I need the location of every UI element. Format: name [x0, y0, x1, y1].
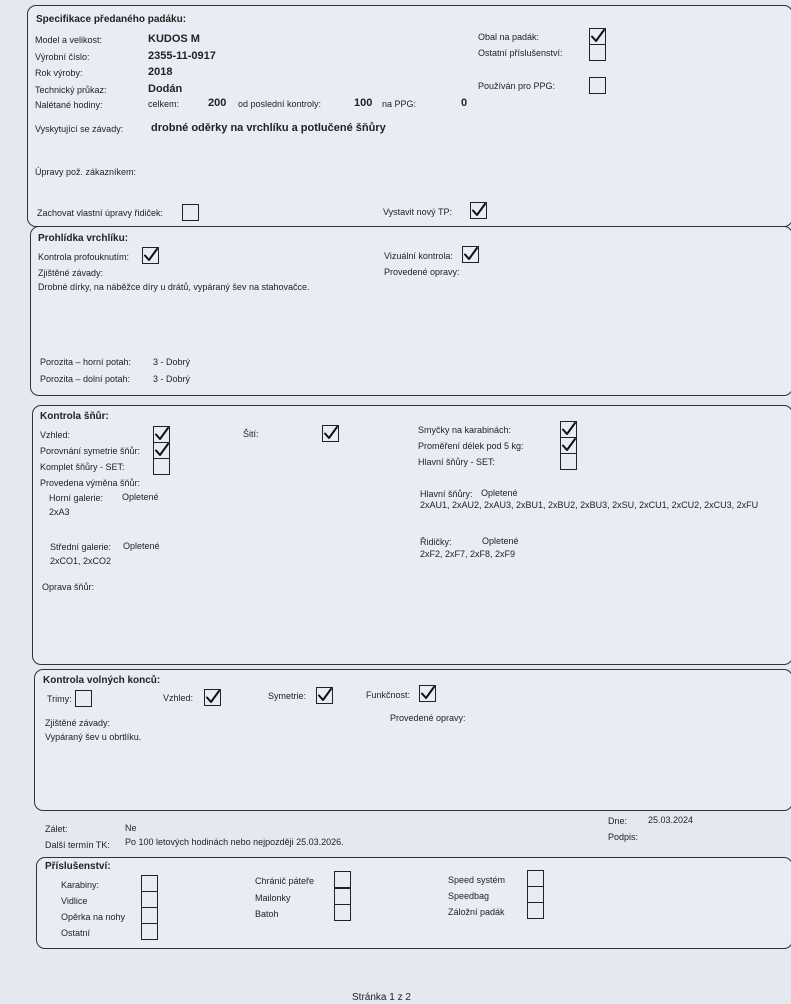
lines-look-checkbox[interactable] — [153, 426, 170, 443]
since-check-label: od poslední kontroly: — [238, 99, 322, 109]
lines-set-checkbox[interactable] — [153, 458, 170, 475]
date-value: 25.03.2024 — [648, 815, 694, 825]
risers-section — [34, 669, 791, 811]
speedbag-checkbox[interactable] — [527, 886, 544, 903]
risers-repairs-label: Provedené opravy: — [390, 713, 466, 723]
punch-test-checkbox[interactable] — [142, 247, 159, 264]
lines-repair-label: Oprava šňůr: — [42, 582, 95, 592]
check-icon — [154, 443, 169, 458]
brake-lines-label: Řidičky: — [420, 537, 452, 547]
warranty-value: Ne — [125, 823, 137, 833]
forks-checkbox[interactable] — [141, 891, 158, 908]
porosity-upper-label: Porozita – horní potah: — [40, 357, 132, 367]
brake-lines-type: Opletené — [482, 536, 519, 546]
canopy-found-value: Drobné dírky, na náběžce díry u drátů, vypáraný šev na stahovačce. — [38, 282, 310, 292]
risers-sym-checkbox[interactable] — [316, 687, 333, 704]
check-icon — [561, 422, 576, 437]
measure-label: Proměření délek pod 5 kg: — [418, 441, 524, 451]
mid-gallery-label: Střední galerie: — [50, 542, 112, 552]
ppg-use-checkbox[interactable] — [589, 77, 606, 94]
new-tp-label: Vystavit nový TP: — [383, 207, 453, 217]
next-check-label: Další termín TK: — [45, 840, 110, 850]
serial-value: 2355-11-0917 — [148, 50, 216, 62]
accessories-title: Příslušenství: — [45, 861, 111, 872]
brake-lines-value: 2xF2, 2xF7, 2xF8, 2xF9 — [420, 549, 516, 559]
back-protector-label: Chránič páteře — [255, 876, 315, 886]
model-label: Model a velikost: — [35, 35, 103, 45]
footrest-checkbox[interactable] — [141, 907, 158, 924]
risers-look-label: Vzhled: — [163, 693, 194, 703]
lines-sym-checkbox[interactable] — [153, 442, 170, 459]
ppg-use-label: Používán pro PPG: — [478, 81, 556, 91]
visual-check-checkbox[interactable] — [462, 246, 479, 263]
date-label: Dne: — [608, 816, 628, 826]
serial-label: Výrobní číslo: — [35, 52, 90, 62]
speed-system-label: Speed systém — [448, 875, 506, 885]
trim-checkbox[interactable] — [75, 690, 92, 707]
speed-system-checkbox[interactable] — [527, 870, 544, 887]
defects-label: Vyskytující se závady: — [35, 124, 124, 134]
porosity-upper-value: 3 - Dobrý — [153, 357, 191, 367]
tech-value: Dodán — [148, 83, 183, 95]
check-icon — [561, 438, 576, 453]
check-icon — [463, 247, 478, 262]
visual-check-label: Vizuální kontrola: — [384, 251, 453, 261]
hours-label: Nalétané hodiny: — [35, 100, 103, 110]
main-lines-type: Opletené — [481, 488, 518, 498]
check-icon — [205, 690, 220, 705]
keep-mods-label: Zachovat vlastní úpravy řidiček: — [37, 208, 164, 218]
backpack-label: Batoh — [255, 909, 279, 919]
check-icon — [323, 426, 338, 441]
reserve-label: Záložní padák — [448, 907, 505, 917]
check-icon — [471, 203, 486, 218]
loops-checkbox[interactable] — [560, 421, 577, 438]
warranty-label: Zálet: — [45, 824, 68, 834]
other-label: Ostatní — [61, 928, 91, 938]
replaced-label: Provedena výměna šňůr: — [40, 478, 141, 488]
maillons-label: Mailonky — [255, 893, 291, 903]
total-hours-value: 200 — [208, 97, 227, 109]
model-value: KUDOS M — [148, 33, 200, 45]
maillons-checkbox[interactable] — [334, 888, 351, 905]
trim-label: Trimy: — [47, 694, 72, 704]
cover-checkbox[interactable] — [589, 28, 606, 45]
main-lines-value: 2xAU1, 2xAU2, 2xAU3, 2xBU1, 2xBU2, 2xBU3, 2xSU, 2xCU1, 2xCU2, 2xCU3, 2xFU — [420, 500, 759, 510]
mods-label: Úpravy pož. zákazníkem: — [35, 167, 137, 177]
forks-label: Vidlice — [61, 896, 88, 906]
lines-section — [32, 405, 791, 665]
main-set-checkbox[interactable] — [560, 453, 577, 470]
signature-label: Podpis: — [608, 832, 639, 842]
carabiners-checkbox[interactable] — [141, 875, 158, 892]
since-check-value: 100 — [354, 97, 373, 109]
ppg-hours-label: na PPG: — [382, 99, 417, 109]
lines-sym-label: Porovnání symetrie šňůr: — [40, 446, 141, 456]
main-set-label: Hlavní šňůry - SET: — [418, 457, 496, 467]
check-icon — [154, 427, 169, 442]
footrest-label: Opěrka na nohy — [61, 912, 126, 922]
year-label: Rok výroby: — [35, 68, 83, 78]
canopy-found-label: Zjištěné závady: — [38, 268, 104, 278]
mid-gallery-value: 2xCO1, 2xCO2 — [50, 556, 112, 566]
new-tp-checkbox[interactable] — [470, 202, 487, 219]
spec-title: Specifikace předaného padáku: — [36, 14, 187, 25]
specification-section — [27, 5, 791, 227]
porosity-lower-value: 3 - Dobrý — [153, 374, 191, 384]
main-lines-label: Hlavní šňůry: — [420, 489, 473, 499]
check-icon — [420, 686, 435, 701]
canopy-title: Prohlídka vrchlíku: — [38, 233, 129, 244]
back-protector-checkbox[interactable] — [334, 871, 351, 888]
canopy-repairs-label: Provedené opravy: — [384, 267, 460, 277]
loops-label: Smyčky na karabinách: — [418, 425, 512, 435]
lines-title: Kontrola šňůr: — [40, 411, 109, 422]
carabiners-label: Karabiny: — [61, 880, 100, 890]
cover-label: Obal na padák: — [478, 32, 540, 42]
upper-gallery-type: Opletené — [122, 492, 159, 502]
next-check-value: Po 100 letových hodinách nebo nejpozději 25.03.2026. — [125, 837, 344, 847]
upper-gallery-label: Horní galerie: — [49, 493, 104, 503]
speedbag-label: Speedbag — [448, 891, 490, 901]
measure-checkbox[interactable] — [560, 437, 577, 454]
mid-gallery-type: Opletené — [123, 541, 160, 551]
upper-gallery-value: 2xA3 — [49, 507, 70, 517]
year-value: 2018 — [148, 66, 173, 78]
backpack-checkbox[interactable] — [334, 904, 351, 921]
risers-sym-label: Symetrie: — [268, 691, 307, 701]
reserve-checkbox[interactable] — [527, 902, 544, 919]
check-icon — [590, 29, 605, 44]
defects-value: drobné oděrky na vrchlíku a potlučené šňůry — [151, 122, 386, 134]
risers-found-label: Zjištěné závady: — [45, 718, 111, 728]
keep-mods-checkbox[interactable] — [182, 204, 199, 221]
total-hours-label: celkem: — [148, 99, 180, 109]
page-number: Stránka 1 z 2 — [352, 992, 411, 1003]
other-acc-label: Ostatní příslušenství: — [478, 48, 563, 58]
check-icon — [143, 248, 158, 263]
porosity-lower-label: Porozita – dolní potah: — [40, 374, 131, 384]
lines-set-label: Komplet šňůry - SET: — [40, 462, 125, 472]
other-checkbox[interactable] — [141, 923, 158, 940]
check-icon — [317, 688, 332, 703]
risers-found-value: Vypáraný šev u obrtlíku. — [45, 732, 142, 742]
risers-title: Kontrola volných konců: — [43, 675, 161, 686]
tech-label: Technický průkaz: — [35, 85, 107, 95]
ppg-hours-value: 0 — [461, 97, 468, 109]
other-acc-checkbox[interactable] — [589, 44, 606, 61]
punch-test-label: Kontrola profouknutím: — [38, 252, 130, 262]
risers-func-label: Funkčnost: — [366, 690, 411, 700]
risers-func-checkbox[interactable] — [419, 685, 436, 702]
lines-sewing-label: Šití: — [243, 429, 259, 439]
lines-look-label: Vzhled: — [40, 430, 71, 440]
lines-sewing-checkbox[interactable] — [322, 425, 339, 442]
risers-look-checkbox[interactable] — [204, 689, 221, 706]
